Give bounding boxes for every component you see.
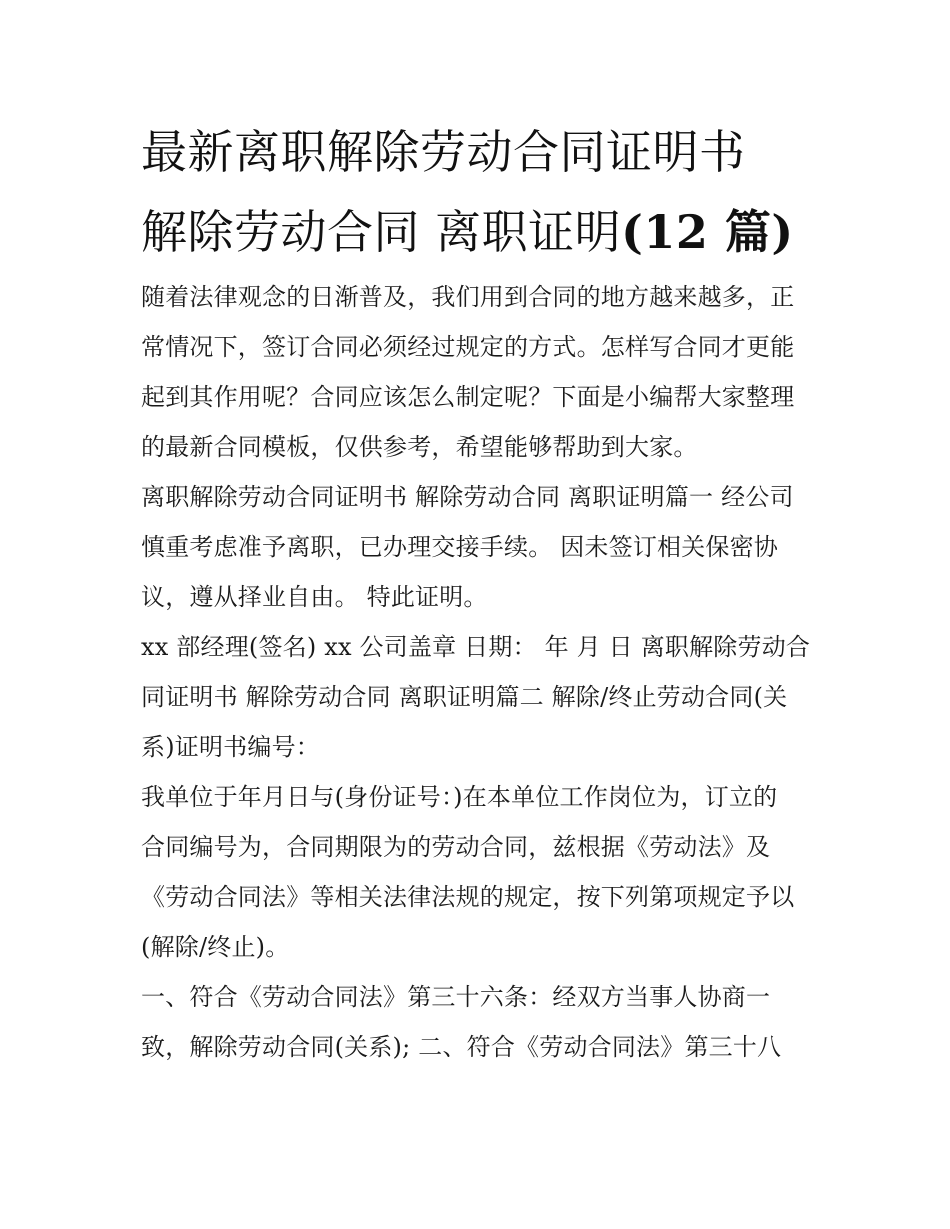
document-body: [141, 112, 813, 1072]
text-line: 常情况下，签订合同必须经过规定的方式。怎样写合同才更能: [141, 333, 795, 361]
text-line: 合同编号为，合同期限为的劳动合同，兹根据《劳动法》及: [141, 833, 771, 861]
title-line-1: 最新离职解除劳动合同证明书: [141, 125, 746, 179]
text-line: 系)证明书编号：: [141, 733, 320, 761]
text-line: 起到其作用呢？合同应该怎么制定呢？下面是小编帮大家整理: [141, 383, 795, 411]
title-count: (12 篇): [621, 205, 794, 259]
text-line: 离职解除劳动合同证明书 解除劳动合同 离职证明篇一 经公司: [141, 483, 794, 511]
text-line: 议，遵从择业自由。 特此证明。: [141, 583, 488, 611]
text-line: 致，解除劳动合同(关系); 二、符合《劳动合同法》第三十八: [141, 1033, 782, 1061]
title-line-2: [141, 192, 813, 272]
text-line: xx 部经理(签名) xx 公司盖章 日期： 年 月 日 离职解除劳动合: [141, 633, 811, 661]
paragraph-article-2: [141, 772, 813, 972]
paragraph-clauses: [141, 972, 813, 1072]
paragraph-signature: [141, 622, 813, 772]
paragraph-intro: [141, 272, 813, 472]
text-line: 的最新合同模板，仅供参考，希望能够帮助到大家。: [141, 433, 698, 461]
text-line: 慎重考虑准予离职，已办理交接手续。 因未签订相关保密协: [141, 533, 779, 561]
paragraph-article-1: [141, 472, 813, 622]
title-line-2-text: 解除劳动合同 离职证明: [141, 205, 622, 259]
document-title: [141, 112, 813, 272]
text-line: (解除/终止)。: [141, 933, 290, 961]
text-line: 我单位于年月日与(身份证号：)在本单位工作岗位为，订立的: [141, 783, 778, 811]
text-line: 一、符合《劳动合同法》第三十六条：经双方当事人协商一: [141, 983, 771, 1011]
text-line: 同证明书 解除劳动合同 离职证明篇二 解除/终止劳动合同(关: [141, 683, 788, 711]
text-line: 《劳动合同法》等相关法律法规的规定，按下列第项规定予以: [141, 883, 795, 911]
text-line: 随着法律观念的日渐普及，我们用到合同的地方越来越多，正: [141, 283, 795, 311]
